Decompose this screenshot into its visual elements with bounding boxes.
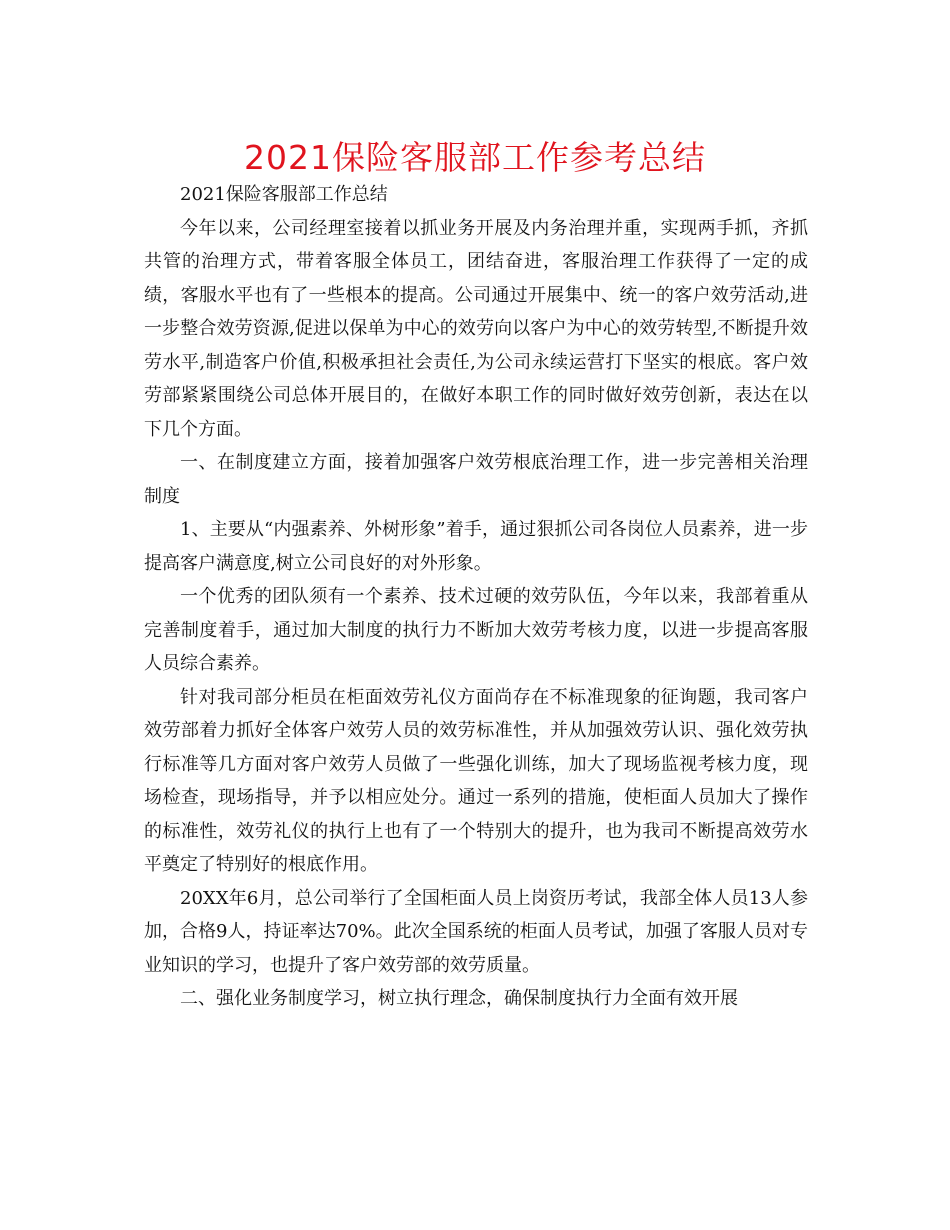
paragraph: 针对我司部分柜员在柜面效劳礼仪方面尚存在不标准现象的征询题，我司客户效劳部着力抓好全体客户效劳人员的效劳标准性，并从加强效劳认识、强化效劳执行标准等几方面对客户效劳人员做了一些强化训练，加大了现场监视考核力度，现场检查，现场指导，并予以相应处分。通过一系列的措施，使柜面人员加大了操作的标准性，效劳礼仪的执行上也有了一个特别大的提升，也为我司不断提高效劳水平奠定了特别好的根底作用。 <box>144 686 808 875</box>
paragraph: 20XX年6月，总公司举行了全国柜面人员上岗资历考试，我部全体人员13人参加，合格9人，持证率达70%。此次全国系统的柜面人员考试，加强了客服人员对专业知识的学习，也提升了客户效劳部的效劳质量。 <box>144 887 808 976</box>
paragraph: 一个优秀的团队须有一个素养、技术过硬的效劳队伍，今年以来，我部着重从完善制度着手，通过加大制度的执行力不断加大效劳考核力度，以进一步提高客服人员综合素养。 <box>144 586 808 674</box>
paragraph: 今年以来，公司经理室接着以抓业务开展及内务治理并重，实现两手抓，齐抓共管的治理方式，带着客服全体员工，团结奋进，客服治理工作获得了一定的成绩，客服水平也有了一些根本的提高。公司通过开展集中、统一的客户效劳活动,进一步整合效劳资源,促进以保单为中心的效劳向以客户为中心的效劳转型,不断提升效劳水平,制造客户价值,积极承担社会责任,为公司永续运营打下坚实的根底。客户效劳部紧紧围绕公司总体开展目的，在做好本职工作的同时做好效劳创新，表达在以下几个方面。 <box>144 217 808 440</box>
document-subtitle: 2021保险客服部工作总结 <box>180 184 388 205</box>
paragraph: 1、主要从“内强素养、外树形象”着手，通过狠抓公司各岗位人员素养，进一步提高客户满意度,树立公司良好的对外形象。 <box>144 519 808 574</box>
section-heading: 一、在制度建立方面，接着加强客户效劳根底治理工作，进一步完善相关治理制度 <box>144 452 808 507</box>
document-title: 2021保险客服部工作参考总结 <box>244 138 706 177</box>
document-body <box>144 178 808 1016</box>
section-heading: 二、强化业务制度学习，树立执行理念，确保制度执行力全面有效开展 <box>180 988 738 1009</box>
